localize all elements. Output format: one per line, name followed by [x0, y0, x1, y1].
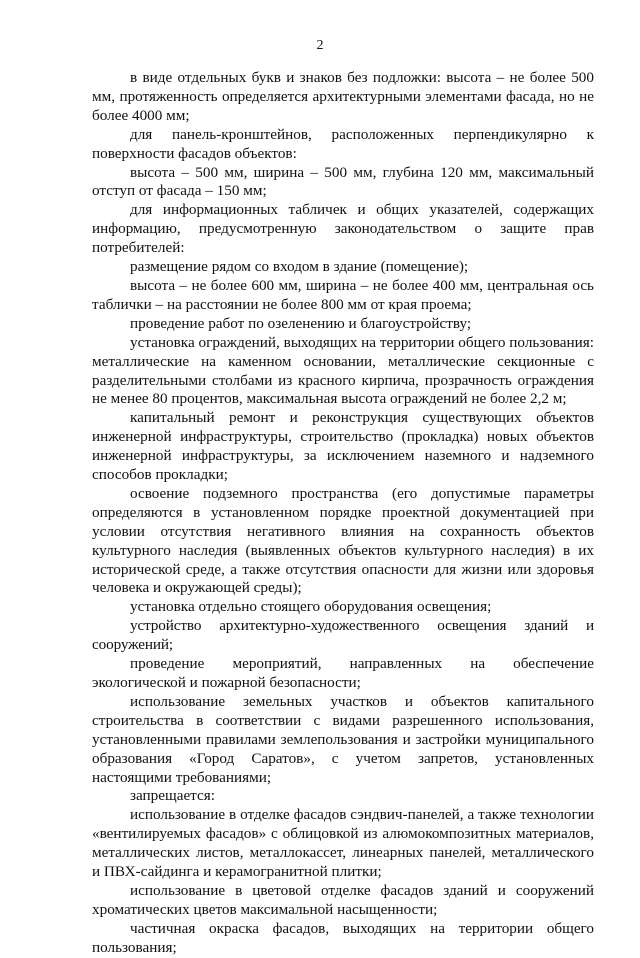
paragraph-13: проведение мероприятий, направленных на обеспечение экологической и пожарной безопасности;: [92, 655, 594, 691]
paragraph-11: установка отдельно стоящего оборудования освещения;: [130, 598, 492, 616]
paragraph-4: для информационных табличек и общих указателей, содержащих информацию, предусмотренную законодательством о защите прав потребителей:: [92, 201, 594, 257]
paragraph-16: использование в отделке фасадов сэндвич-панелей, а также технологии «вентилируемых фасадов» с облицовкой из алюмокомпозитных материалов, металлических листов, металлокассет, линеарных панелей, металлического и ПВХ-сайдинга и керамогранитной плитки;: [92, 806, 594, 881]
paragraph-5: размещение рядом со входом в здание (помещение);: [130, 258, 469, 276]
paragraph-17: использование в цветовой отделке фасадов зданий и сооружений хроматических цветов максимальной насыщенности;: [92, 881, 594, 918]
paragraph-18: частичная окраска фасадов, выходящих на территории общего пользования;: [92, 919, 594, 956]
paragraph-10: освоение подземного пространства (его допустимые параметры определяются в установленном порядке проектной документацией при условии отсутствия негативного влияния на сохранность объектов культурного наследия (выявленных объектов культурного наследия) в их исторической среде, а также отсутствия опасности для жизни или здоровья человека и окружающей среды);: [92, 484, 594, 597]
paragraph-14: использование земельных участков и объектов капитального строительства в соответствии с видами разрешенного использования, установленными правилами землепользования и застройки муниципального образования «Город Саратов», с учетом запретов, установленных настоящими требованиями;: [92, 692, 594, 786]
paragraph-6: высота – не более 600 мм, ширина – не более 400 мм, центральная ось таблички – на расстоянии не более 800 мм от края проема;: [92, 276, 594, 313]
paragraph-1: в виде отдельных букв и знаков без подложки: высота – не более 500 мм, протяженность определяется архитектурными элементами фасада, но не более 4000 мм;: [92, 69, 594, 124]
paragraph-9: капитальный ремонт и реконструкция существующих объектов инженерной инфраструктуры, строительство (прокладка) новых объектов инженерной инфраструктуры, за исключением наземного и надземного способов прокладки;: [92, 409, 594, 484]
paragraph-12: устройство архитектурно-художественного освещения зданий и сооружений;: [92, 617, 594, 654]
page-number: 2: [316, 38, 324, 53]
paragraph-8: установка ограждений, выходящих на территории общего пользования: металлические на каменном основании, металлические секционные с разделительными столбами из красного кирпича, прозрачность ограждения не менее 80 процентов, максимальная высота ограждений не более 2,2 м;: [92, 333, 594, 408]
paragraph-7: проведение работ по озеленению и благоустройству;: [130, 314, 472, 332]
document-body: [92, 69, 594, 958]
paragraph-2: для панель-кронштейнов, расположенных перпендикулярно к поверхности фасадов объектов:: [92, 125, 594, 162]
paragraph-15: запрещается:: [130, 787, 215, 805]
paragraph-3: высота – 500 мм, ширина – 500 мм, глубина 120 мм, максимальный отступ от фасада – 150 мм;: [92, 163, 594, 200]
